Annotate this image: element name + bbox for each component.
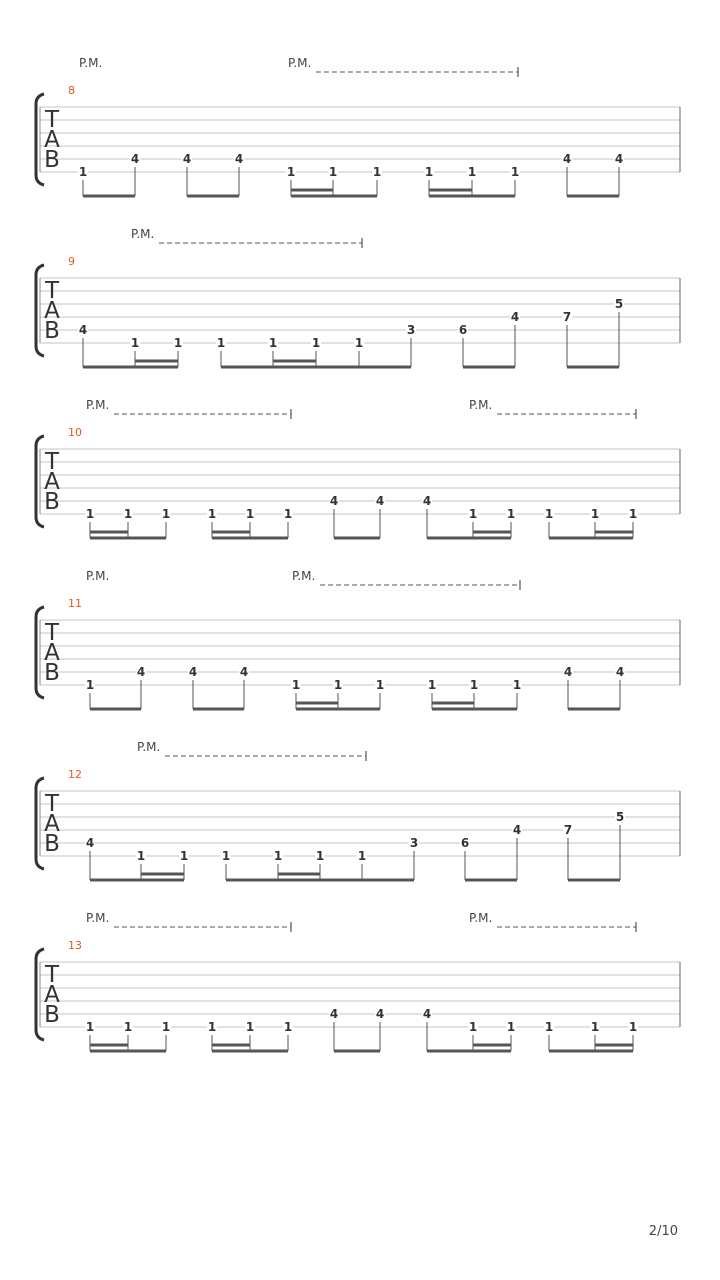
- fret-number: 4: [234, 152, 244, 166]
- fret-number: 6: [460, 836, 470, 850]
- tab-system: [36, 911, 680, 1051]
- fret-number: 5: [615, 810, 625, 824]
- fret-number: 4: [182, 152, 192, 166]
- fret-number: 1: [427, 678, 437, 692]
- palm-mute-label: P.M.: [469, 911, 493, 925]
- fret-number: 1: [283, 507, 293, 521]
- fret-number: 1: [510, 165, 520, 179]
- fret-number: 4: [510, 310, 520, 324]
- fret-number: 1: [468, 507, 478, 521]
- tab-clef-letter: A: [44, 127, 60, 153]
- fret-number: 1: [173, 336, 183, 350]
- fret-number: 1: [590, 507, 600, 521]
- fret-number: 1: [357, 849, 367, 863]
- fret-number: 1: [315, 849, 325, 863]
- fret-number: 1: [273, 849, 283, 863]
- fret-number: 1: [268, 336, 278, 350]
- fret-number: 1: [85, 507, 95, 521]
- tab-system: [36, 227, 680, 367]
- tab-clef-letter: T: [44, 449, 60, 475]
- fret-number: 1: [333, 678, 343, 692]
- fret-number: 1: [161, 1020, 171, 1034]
- fret-number: 1: [311, 336, 321, 350]
- fret-number: 1: [506, 1020, 516, 1034]
- fret-number: 1: [78, 165, 88, 179]
- tab-system: [36, 569, 680, 709]
- palm-mute-label: P.M.: [86, 911, 110, 925]
- fret-number: 4: [329, 494, 339, 508]
- fret-number: 1: [544, 1020, 554, 1034]
- tab-clef-letter: A: [44, 640, 60, 666]
- fret-number: 1: [123, 1020, 133, 1034]
- fret-number: 1: [375, 678, 385, 692]
- tab-system: [36, 398, 680, 538]
- fret-number: 1: [130, 336, 140, 350]
- fret-number: 1: [123, 507, 133, 521]
- fret-number: 1: [245, 507, 255, 521]
- fret-number: 1: [85, 1020, 95, 1034]
- tab-clef-letter: B: [44, 147, 60, 173]
- fret-number: 4: [422, 494, 432, 508]
- palm-mute-label: P.M.: [469, 398, 493, 412]
- fret-number: 4: [85, 836, 95, 850]
- fret-number: 1: [372, 165, 382, 179]
- fret-number: 1: [590, 1020, 600, 1034]
- fret-number: 1: [286, 165, 296, 179]
- fret-number: 1: [628, 507, 638, 521]
- measure-number: 10: [68, 426, 82, 439]
- fret-number: 1: [424, 165, 434, 179]
- fret-number: 1: [506, 507, 516, 521]
- fret-number: 1: [179, 849, 189, 863]
- tab-clef-letter: B: [44, 831, 60, 857]
- fret-number: 4: [239, 665, 249, 679]
- fret-number: 1: [628, 1020, 638, 1034]
- tab-clef-letter: A: [44, 298, 60, 324]
- fret-number: 4: [375, 494, 385, 508]
- palm-mute-label: P.M.: [79, 56, 103, 70]
- fret-number: 4: [329, 1007, 339, 1021]
- fret-number: 1: [291, 678, 301, 692]
- fret-number: 3: [406, 323, 416, 337]
- measure-number: 8: [68, 84, 75, 97]
- measure-number: 9: [68, 255, 75, 268]
- palm-mute-label: P.M.: [131, 227, 155, 241]
- fret-number: 1: [328, 165, 338, 179]
- fret-number: 4: [78, 323, 88, 337]
- fret-number: 1: [85, 678, 95, 692]
- measure-number: 11: [68, 597, 82, 610]
- fret-number: 1: [467, 165, 477, 179]
- palm-mute-label: P.M.: [137, 740, 161, 754]
- fret-number: 4: [136, 665, 146, 679]
- fret-number: 1: [161, 507, 171, 521]
- fret-number: 7: [563, 823, 573, 837]
- fret-number: 4: [188, 665, 198, 679]
- fret-number: 4: [614, 152, 624, 166]
- fret-number: 1: [207, 507, 217, 521]
- palm-mute-label: P.M.: [86, 569, 110, 583]
- fret-number: 6: [458, 323, 468, 337]
- fret-number: 4: [562, 152, 572, 166]
- fret-number: 1: [136, 849, 146, 863]
- palm-mute-label: P.M.: [86, 398, 110, 412]
- fret-number: 4: [375, 1007, 385, 1021]
- fret-number: 1: [469, 678, 479, 692]
- fret-number: 3: [409, 836, 419, 850]
- tab-clef-letter: A: [44, 811, 60, 837]
- tab-clef-letter: T: [44, 278, 60, 304]
- fret-number: 1: [207, 1020, 217, 1034]
- tab-clef-letter: T: [44, 620, 60, 646]
- measure-number: 13: [68, 939, 82, 952]
- tab-clef-letter: T: [44, 962, 60, 988]
- tab-clef-letter: A: [44, 982, 60, 1008]
- palm-mute-label: P.M.: [292, 569, 316, 583]
- fret-number: 1: [468, 1020, 478, 1034]
- fret-number: 1: [221, 849, 231, 863]
- fret-number: 4: [512, 823, 522, 837]
- fret-number: 1: [283, 1020, 293, 1034]
- fret-number: 1: [544, 507, 554, 521]
- palm-mute-label: P.M.: [288, 56, 312, 70]
- fret-number: 4: [130, 152, 140, 166]
- tab-clef-letter: A: [44, 469, 60, 495]
- fret-number: 1: [245, 1020, 255, 1034]
- measure-number: 12: [68, 768, 82, 781]
- page-number: 2/10: [648, 1224, 678, 1239]
- tab-clef-letter: B: [44, 318, 60, 344]
- fret-number: 4: [563, 665, 573, 679]
- tab-clef-letter: T: [44, 791, 60, 817]
- fret-number: 7: [562, 310, 572, 324]
- fret-number: 5: [614, 297, 624, 311]
- tab-clef-letter: B: [44, 489, 60, 515]
- tab-system: [36, 56, 680, 196]
- tab-clef-letter: T: [44, 107, 60, 133]
- fret-number: 1: [512, 678, 522, 692]
- tab-clef-letter: B: [44, 1002, 60, 1028]
- tab-system: [36, 740, 680, 880]
- fret-number: 4: [422, 1007, 432, 1021]
- tab-clef-letter: B: [44, 660, 60, 686]
- fret-number: 1: [216, 336, 226, 350]
- fret-number: 1: [354, 336, 364, 350]
- fret-number: 4: [615, 665, 625, 679]
